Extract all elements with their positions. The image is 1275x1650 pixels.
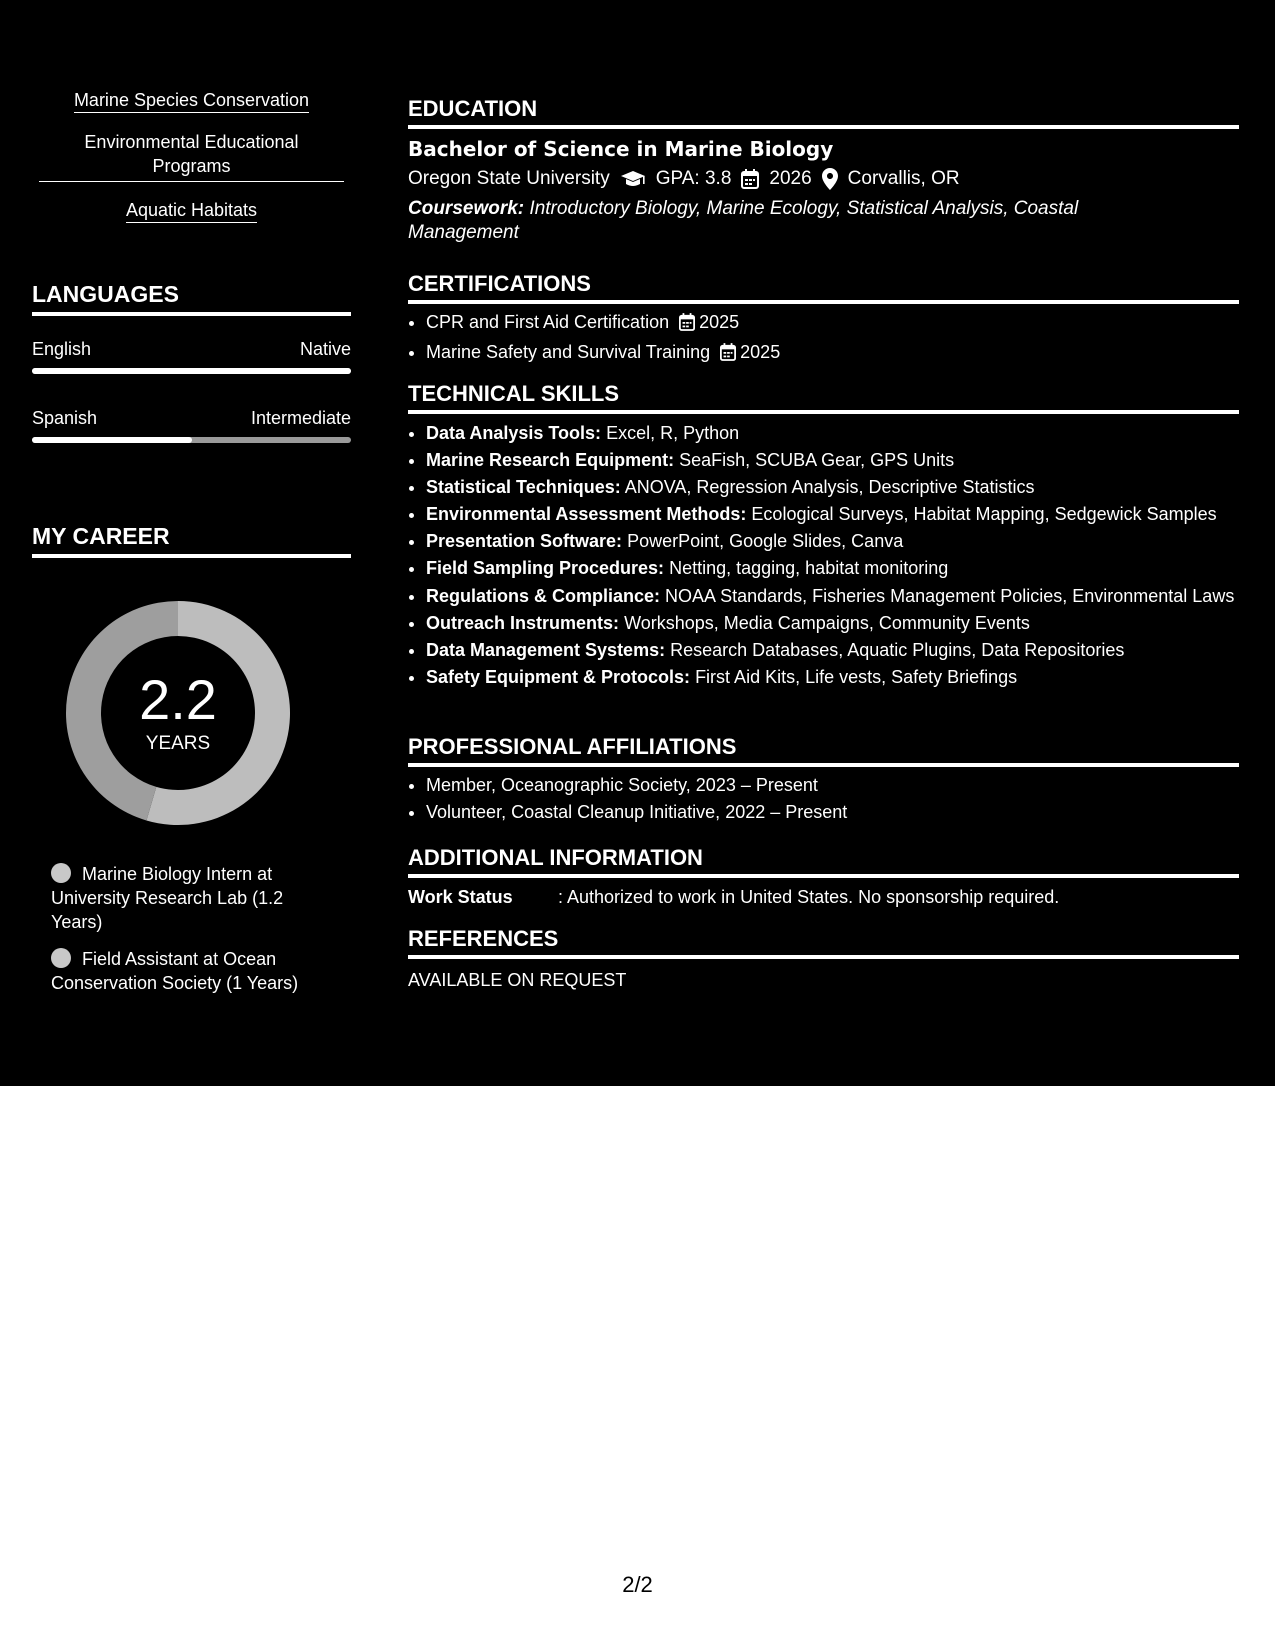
skill-item (426, 474, 1239, 501)
career-legend-item (51, 862, 321, 934)
career-legend (51, 862, 321, 995)
work-status (408, 885, 1239, 909)
career-legend-label: Marine Biology Intern at University Research Lab (1.2 Years) (51, 864, 284, 932)
interest-label: Aquatic Habitats (126, 200, 257, 223)
interest-item (32, 88, 351, 112)
language-proficiency-fill (32, 368, 351, 374)
skill-value: First Aid Kits, Life vests, Safety Briefings (695, 667, 1018, 687)
interest-label: Marine Species Conservation (74, 90, 309, 113)
skill-value: Ecological Surveys, Habitat Mapping, Sedgewick Samples (751, 504, 1217, 524)
skill-label: Marine Research Equipment: (426, 450, 675, 470)
skills-list (408, 420, 1239, 691)
calendar-icon (741, 169, 759, 189)
calendar-icon (720, 342, 736, 369)
language-proficiency-bar (32, 368, 351, 374)
graduation-cap-icon (620, 170, 646, 188)
certifications-list (408, 309, 1239, 369)
career-heading: MY CAREER (32, 522, 351, 558)
calendar-icon (679, 312, 695, 339)
career-legend-item (51, 947, 321, 995)
skill-item (426, 610, 1239, 637)
interest-item (32, 198, 351, 222)
work-status-label: Work Status (408, 887, 513, 907)
skill-value: NOAA Standards, Fisheries Management Policies, Environmental Laws (665, 586, 1235, 606)
skill-label: Presentation Software: (426, 531, 623, 551)
legend-dot-icon (51, 863, 71, 883)
additional-info-heading: ADDITIONAL INFORMATION (408, 845, 1239, 878)
page-number: 2/2 (622, 1572, 653, 1597)
affiliations-heading: PROFESSIONAL AFFILIATIONS (408, 734, 1239, 767)
work-status-value: : Authorized to work in United States. No sponsorship required. (558, 887, 1060, 907)
references-heading: REFERENCES (408, 926, 1239, 959)
language-name: Spanish (32, 408, 98, 428)
skill-label: Data Analysis Tools: (426, 423, 602, 443)
career-donut-chart (66, 601, 290, 825)
skill-item (426, 582, 1239, 610)
graduation-year: 2026 (769, 168, 812, 189)
coursework-label: Coursework: (408, 198, 525, 219)
career-legend-label: Field Assistant at Ocean Conservation Society (1 Years) (51, 949, 299, 993)
certification-name: CPR and First Aid Certification (426, 312, 670, 332)
language-item (32, 407, 351, 443)
school-name: Oregon State University (408, 168, 610, 189)
skill-label: Statistical Techniques: (426, 477, 621, 497)
legend-dot-icon (51, 948, 71, 968)
references-text: AVAILABLE ON REQUEST (408, 970, 627, 990)
language-name: English (32, 339, 92, 359)
skill-item (426, 555, 1239, 582)
certification-year: 2025 (740, 342, 781, 362)
skill-label: Safety Equipment & Protocols: (426, 667, 691, 687)
skill-label: Field Sampling Procedures: (426, 558, 665, 578)
gpa: GPA: 3.8 (655, 168, 732, 189)
skill-label: Data Management Systems: (426, 640, 666, 660)
language-level: Native (299, 339, 351, 359)
degree-title: Bachelor of Science in Marine Biology (408, 137, 834, 161)
education-meta (408, 167, 1239, 191)
location-pin-icon (822, 168, 838, 190)
career-years-label: YEARS (145, 733, 211, 754)
certification-item (426, 339, 1239, 369)
school-location: Corvallis, OR (847, 168, 960, 189)
skill-item (426, 501, 1239, 528)
skill-value: ANOVA, Regression Analysis, Descriptive Statistics (624, 477, 1035, 497)
certification-year: 2025 (699, 312, 740, 332)
certification-item (426, 309, 1239, 339)
skill-label: Environmental Assessment Methods: (426, 504, 747, 524)
skill-value: Netting, tagging, habitat monitoring (669, 558, 949, 578)
skill-item (426, 420, 1239, 447)
language-level: Intermediate (250, 408, 351, 428)
coursework-list: Introductory Biology, Marine Ecology, Statistical Analysis, Coastal Management (408, 198, 1079, 243)
skill-value: Research Databases, Aquatic Plugins, Data Repositories (670, 640, 1125, 660)
language-proficiency-fill (32, 437, 192, 443)
language-item (32, 338, 351, 374)
career-total-years: 2.2 (139, 668, 217, 731)
interest-item (39, 130, 344, 182)
languages-heading: LANGUAGES (32, 280, 351, 316)
coursework (408, 197, 1128, 245)
interest-list (32, 88, 351, 222)
skill-value: Workshops, Media Campaigns, Community Events (624, 613, 1030, 633)
certifications-heading: CERTIFICATIONS (408, 271, 1239, 304)
affiliation-item: • Volunteer, Coastal Cleanup Initiative, 2022 – Present (426, 799, 1239, 826)
language-proficiency-bar (32, 437, 351, 443)
skills-heading: TECHNICAL SKILLS (408, 381, 1239, 414)
skill-label: Outreach Instruments: (426, 613, 620, 633)
skill-item (426, 447, 1239, 474)
skill-label: Regulations & Compliance: (426, 586, 661, 606)
interest-label: Environmental Educational Programs (84, 132, 299, 176)
skill-value: PowerPoint, Google Slides, Canva (627, 531, 904, 551)
affiliation-item: • Member, Oceanographic Society, 2023 – Present (426, 772, 1239, 799)
skill-item (426, 528, 1239, 555)
skill-item (426, 664, 1239, 691)
affiliations-list (408, 772, 1239, 826)
skill-value: Excel, R, Python (606, 423, 740, 443)
skill-item (426, 637, 1239, 664)
education-entry (408, 137, 1239, 245)
education-heading: EDUCATION (408, 96, 1239, 129)
skill-value: SeaFish, SCUBA Gear, GPS Units (679, 450, 955, 470)
certification-name: Marine Safety and Survival Training (426, 342, 711, 362)
